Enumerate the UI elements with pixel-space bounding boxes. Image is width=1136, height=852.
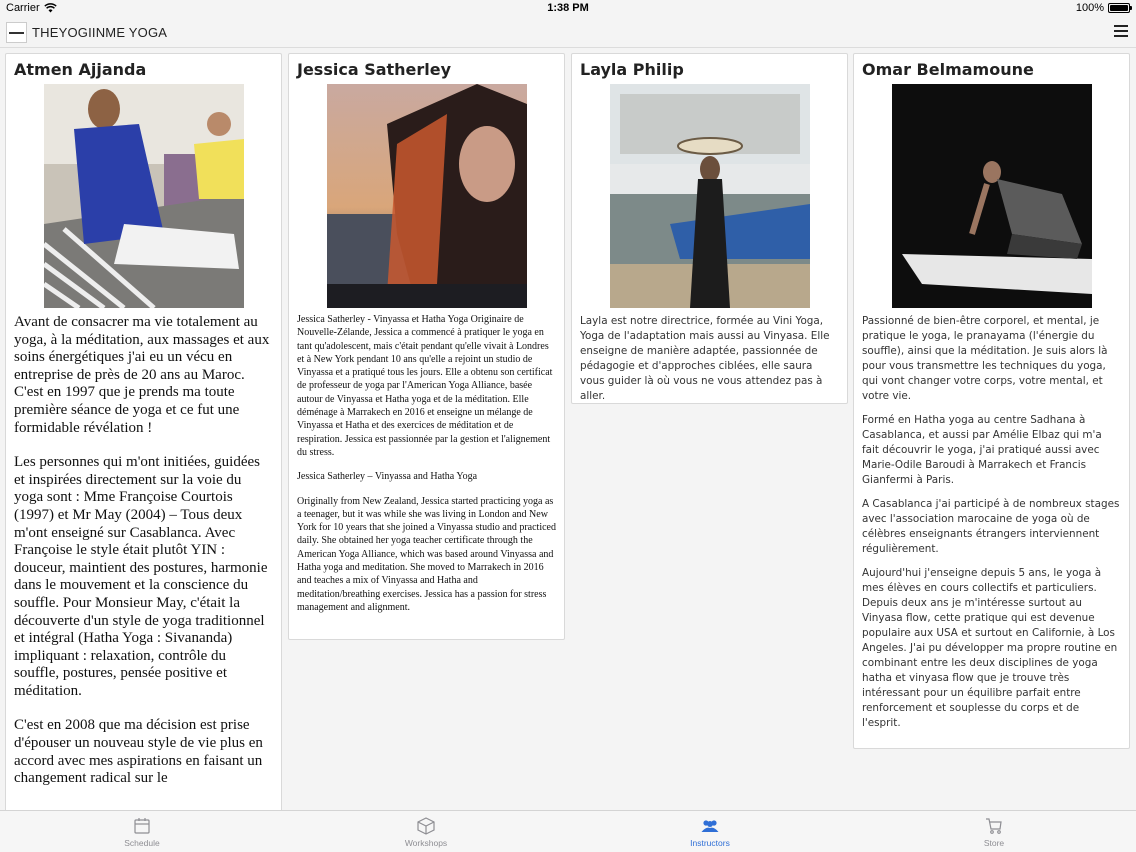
instructor-bio	[572, 308, 847, 404]
instructor-bio	[6, 308, 281, 788]
carrier-label: Carrier	[6, 2, 40, 14]
people-icon	[700, 816, 720, 836]
instructors-list[interactable]	[0, 48, 1136, 810]
instructor-bio	[854, 308, 1129, 731]
calendar-icon	[132, 816, 152, 836]
instructor-bio	[289, 308, 564, 614]
tab-label: Schedule	[124, 838, 160, 848]
bio-paragraph: Layla est notre directrice, formée au Vini Yoga, Yoga de l'adaptation mais aussi au Vinyasa. Elle enseigne de manière adaptée, passionnée de pédagogie et d'approches ciblées, elle saura vous guider là où vous ne vous attendez pas à aller.	[580, 315, 830, 402]
bio-paragraph: Originally from New Zealand, Jessica started practicing yoga as a teenager, but it was while she was living in London and New York for 10 years that she joined a Vinyassa studio and practiced daily. She obtained her yoga teacher certificate through the American Yoga Alliance, which was based around Vinyassa and Hatha yoga and meditation. She moved to Marrakech in 2016 and teaches a mix of Vinyassa and Hatha and meditation/breathing exercises. Jessica has a passion for stress management and alignment.	[297, 495, 556, 613]
instructor-name: Omar Belmamoune	[862, 60, 1034, 79]
instructor-name: Atmen Ajjanda	[14, 60, 147, 79]
app-header	[0, 18, 1136, 48]
instructor-photo	[892, 84, 1092, 308]
instructor-name: Jessica Satherley	[297, 60, 452, 79]
instructor-photo	[327, 84, 527, 308]
bio-paragraph: A Casablanca j'ai participé à de nombreux stages avec l'association marocaine de yoga où de célèbres enseignants étrangers interviennent régulièrement.	[862, 498, 1120, 555]
instructor-card[interactable]	[571, 53, 848, 404]
cube-icon	[416, 816, 436, 836]
tab-workshops[interactable]	[284, 811, 568, 852]
bio-paragraph: Formé en Hatha yoga au centre Sadhana à Casablanca, et aussi par Amélie Elbaz qui m'a fait découvrir le yoga, j'ai pratiqué aussi avec Marie-Odile Baroudi à Marrakech et Francis Gianfermi à Paris.	[862, 414, 1102, 486]
instructor-card[interactable]	[5, 53, 282, 810]
clock: 1:38 PM	[547, 2, 589, 14]
instructor-card[interactable]	[853, 53, 1130, 749]
tab-schedule[interactable]	[0, 811, 284, 852]
battery-percent: 100%	[1075, 2, 1104, 14]
instructor-photo	[44, 84, 244, 308]
wifi-icon	[44, 3, 57, 13]
bio-paragraph: Jessica Satherley - Vinyassa et Hatha Yoga Originaire de Nouvelle-Zélande, Jessica a commencé à pratiquer le yoga en tant qu'adolescent, mais c'était pendant qu'elle vivait à Londres et à New York pendant 10 ans qu'elle a rejoint un studio de Vinyassa et a pratiqué tous les jours. Elle a obtenu son certificat de professeur de yoga par l'American Yoga Alliance, basée autour de Vinyassa et Hatha yoga et de la méditation. Elle déménage à Marrakech en 2016 et enseigne un mélange de Vinyassa et Hatha et des exercices de méditation et de respiration. Jessica est passionnée par la gestion et l'alignement du stress.	[297, 314, 553, 458]
bio-paragraph: Passionné de bien-être corporel, et mental, je pratique le yoga, le pranayama (l'énergie du souffle), ainsi que la méditation. Je suis alors là pour vous transmettre les techniques du yoga, qui vont changer votre corps, votre mental, et votre vie.	[862, 315, 1108, 402]
hamburger-menu-icon[interactable]	[1114, 25, 1128, 37]
cart-icon	[984, 816, 1004, 836]
instructor-name: Layla Philip	[580, 60, 684, 79]
tab-bar	[0, 810, 1136, 852]
app-title: THEYOGIINME YOGA	[32, 25, 168, 40]
bio-paragraph: Avant de consacrer ma vie totalement au yoga, à la méditation, aux massages et aux soins énergétiques j'ai eu un vécu en entreprise de près de 20 ans au Maroc. C'est en 1997 que je prends ma toute première séance de yoga et ce fut une formidable révélation !	[14, 314, 270, 436]
battery-icon	[1108, 3, 1130, 13]
status-left	[6, 2, 57, 14]
app-logo	[6, 22, 27, 43]
bio-paragraph: Aujourd'hui j'enseigne depuis 5 ans, le yoga à mes élèves en cours collectifs et particuliers. Depuis deux ans je m'intéresse surtout au Vinyasa flow, cette pratique qui est devenue populaire aux USA et surtout en Californie, à Los Angeles. J'ai pu développer ma propre routine en combinant entre les deux disciplines de yoga hatha et vinyasa flow que je trouve très intéressant pour un équilibre parfait entre renforcement et souplesse du corps et de l'esprit.	[862, 567, 1118, 729]
status-right	[1076, 2, 1130, 14]
instructor-photo	[610, 84, 810, 308]
tab-label: Workshops	[404, 838, 448, 848]
bio-paragraph: Jessica Satherley – Vinyassa and Hatha Yoga	[297, 471, 478, 483]
tab-label: Store	[983, 838, 1005, 848]
tab-label: Instructors	[690, 838, 730, 848]
status-bar	[0, 0, 1136, 18]
bio-paragraph: Les personnes qui m'ont initiées, guidées et inspirées directement sur la voie du yoga sont : Mme Françoise Courtois (1997) et Mr May (2004) – Tous deux m'ont enseigné sur Casablanca. Avec Françoise le style était plutôt YIN : douceur, maintient des postures, harmonie dans le mouvement et la conscience du souffle. Pour Monsieur May, c'était la découverte d'un style de yoga traditionnel et intégral (Hatha Yoga : Sivananda) impliquant : relaxation, contrôle du souffle, postures, pensée positive et méditation.	[14, 454, 268, 699]
instructor-card[interactable]	[288, 53, 565, 640]
battery-level	[1110, 5, 1128, 11]
tab-instructors[interactable]	[568, 811, 852, 852]
bio-paragraph: C'est en 2008 que ma décision est prise d'épouser un nouveau style de vie plus en accord avec mes aspirations en faisant un changement radical sur le	[14, 717, 263, 787]
tab-store[interactable]	[852, 811, 1136, 852]
